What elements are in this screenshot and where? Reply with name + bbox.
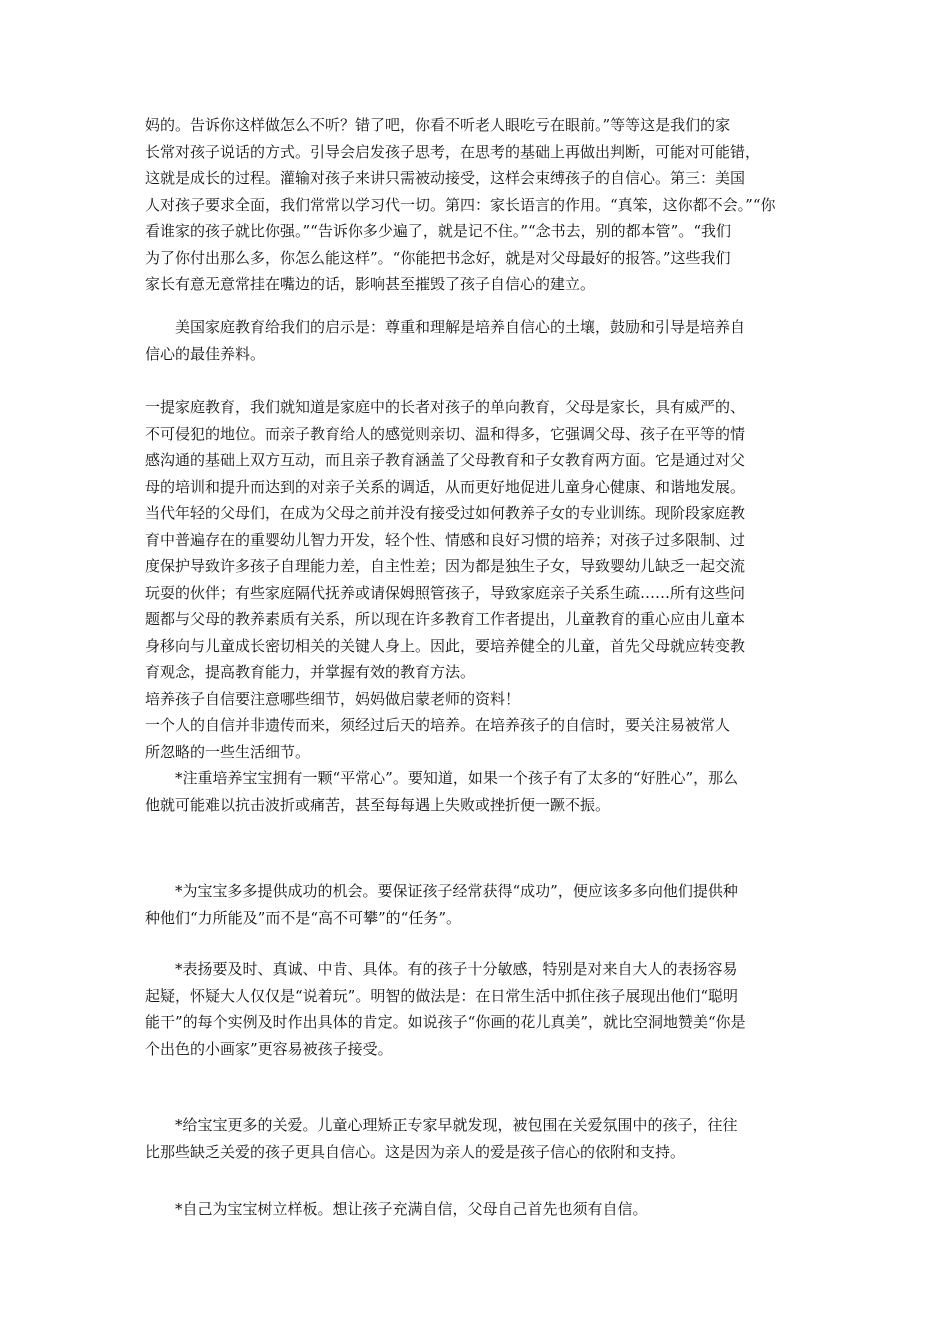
text-line: 他就可能难以抗击波折或痛苦，甚至每每遇上失败或挫折便一蹶不振。 <box>145 795 611 814</box>
paragraph-role-model <box>145 1196 807 1223</box>
text-line: 育中普遍存在的重婴幼儿智力开发，轻个性、情感和良好习惯的培养；对孩子过多限制、过 <box>145 530 746 549</box>
text-line: 所忽略的一些生活细节。 <box>145 742 311 761</box>
text-line: 种他们“力所能及”而不是“高不可攀”的“任务”。 <box>145 908 462 927</box>
text-line: 身移向与儿童成长密切相关的关键人身上。因此，要培养健全的儿童，首先父母就应转变教 <box>145 636 746 655</box>
text-line: 起疑，怀疑大人仅仅是“说着玩”。明智的做法是：在日常生活中抓住孩子展现出他们“聪明 <box>145 986 739 1005</box>
text-line: 一个人的自信并非遗传而来，须经过后天的培养。在培养孩子的自信时，要关注易被常人 <box>145 716 731 734</box>
text-line: 感沟通的基础上双方互动，而且亲子教育涵盖了父母教育和子女教育两方面。它是通过对父 <box>145 451 746 469</box>
text-line: 一提家庭教育，我们就知道是家庭中的长者对孩子的单向教育，父母是家长，具有威严的、 <box>145 398 746 416</box>
paragraph-opportunity-for-success <box>145 878 807 931</box>
text-line: 玩耍的伙伴；有些家庭隔代抚养或请保姆照管孩子，导致家庭亲子关系生疏……所有这些问 <box>145 583 746 602</box>
text-line: 比那些缺乏关爱的孩子更具自信心。这是因为亲人的爱是孩子信心的依附和支持。 <box>145 1142 686 1161</box>
paragraph-american-vs-chinese-parenting <box>145 112 807 298</box>
text-line: 美国家庭教育给我们的启示是：尊重和理解是培养自信心的土壤，鼓励和引导是培养自 <box>145 318 746 336</box>
text-line: *自己为宝宝树立样板。想让孩子充满自信，父母自己首先也须有自信。 <box>145 1200 648 1218</box>
section-heading: 培养孩子自信要注意哪些细节，妈妈做启蒙老师的资料！ <box>145 689 521 708</box>
text-line: *给宝宝更多的关爱。儿童心理矫正专家早就发现，被包围在关爱氛围中的孩子，往往 <box>145 1116 738 1134</box>
text-line: 能干”的每个实例及时作出具体的肯定。如说孩子“你画的花儿真美”，就比空洞地赞美“你是 <box>145 1013 746 1031</box>
text-line: 个出色的小画家”更容易被孩子接受。 <box>145 1039 393 1058</box>
text-line: *为宝宝多多提供成功的机会。要保证孩子经常获得“成功”，便应该多多向他们提供种 <box>145 882 738 900</box>
text-line: 不可侵犯的地位。而亲子教育给人的感觉则亲切、温和得多，它强调父母、孩子在平等的情 <box>145 424 746 443</box>
paragraph-inspiration <box>145 314 807 367</box>
text-line: 度保护导致许多孩子自理能力差，自主性差；因为都是独生子女，导致婴幼儿缺乏一起交流 <box>145 557 746 575</box>
text-line: *表扬要及时、真诚、中肯、具体。有的孩子十分敏感，特别是对来自大人的表扬容易 <box>145 960 738 978</box>
text-line: 看谁家的孩子就比你强。”“告诉你多少遍了，就是记不住。”“念书去，别的都本管”。“我们 <box>145 222 732 240</box>
text-line: 为了你付出那么多，你怎么能这样”。“你能把书念好，就是对父母最好的报答。”这些我们 <box>145 248 731 267</box>
text-line: *注重培养宝宝拥有一颗“平常心”。要知道，如果一个孩子有了太多的“好胜心”，那么 <box>145 769 739 787</box>
paragraph-more-love <box>145 1112 807 1165</box>
paragraph-praise <box>145 956 807 1062</box>
paragraph-parent-child-education <box>145 394 807 818</box>
text-line: 母的培训和提升而达到的对亲子关系的调适，从而更好地促进儿童身心健康、和谐地发展。 <box>145 477 746 496</box>
text-line: 长常对孩子说话的方式。引导会启发孩子思考，在思考的基础上再做出判断，可能对可能错， <box>145 142 761 161</box>
text-line: 人对孩子要求全面，我们常常以学习代一切。第四：家长语言的作用。“真笨，这你都不会。”“你 <box>145 195 776 214</box>
text-line: 妈的。告诉你这样做怎么不听？错了吧，你看不听老人眼吃亏在眼前。”等等这是我们的家 <box>145 116 731 134</box>
text-line: 育观念，提高教育能力，并掌握有效的教育方法。 <box>145 663 476 681</box>
text-line: 当代年轻的父母们，在成为父母之前并没有接受过如何教养子女的专业训练。现阶段家庭教 <box>145 504 746 522</box>
text-line: 信心的最佳养料。 <box>145 344 266 363</box>
text-line: 这就是成长的过程。灌输对孩子来讲只需被动接受，这样会束缚孩子的自信心。第三：美国 <box>145 169 746 187</box>
text-line: 家长有意无意常挂在嘴边的话，影响甚至摧毁了孩子自信心的建立。 <box>145 275 596 293</box>
text-line: 题都与父母的教养素质有关系，所以现在许多教育工作者提出，儿童教育的重心应由儿童本 <box>145 610 746 628</box>
